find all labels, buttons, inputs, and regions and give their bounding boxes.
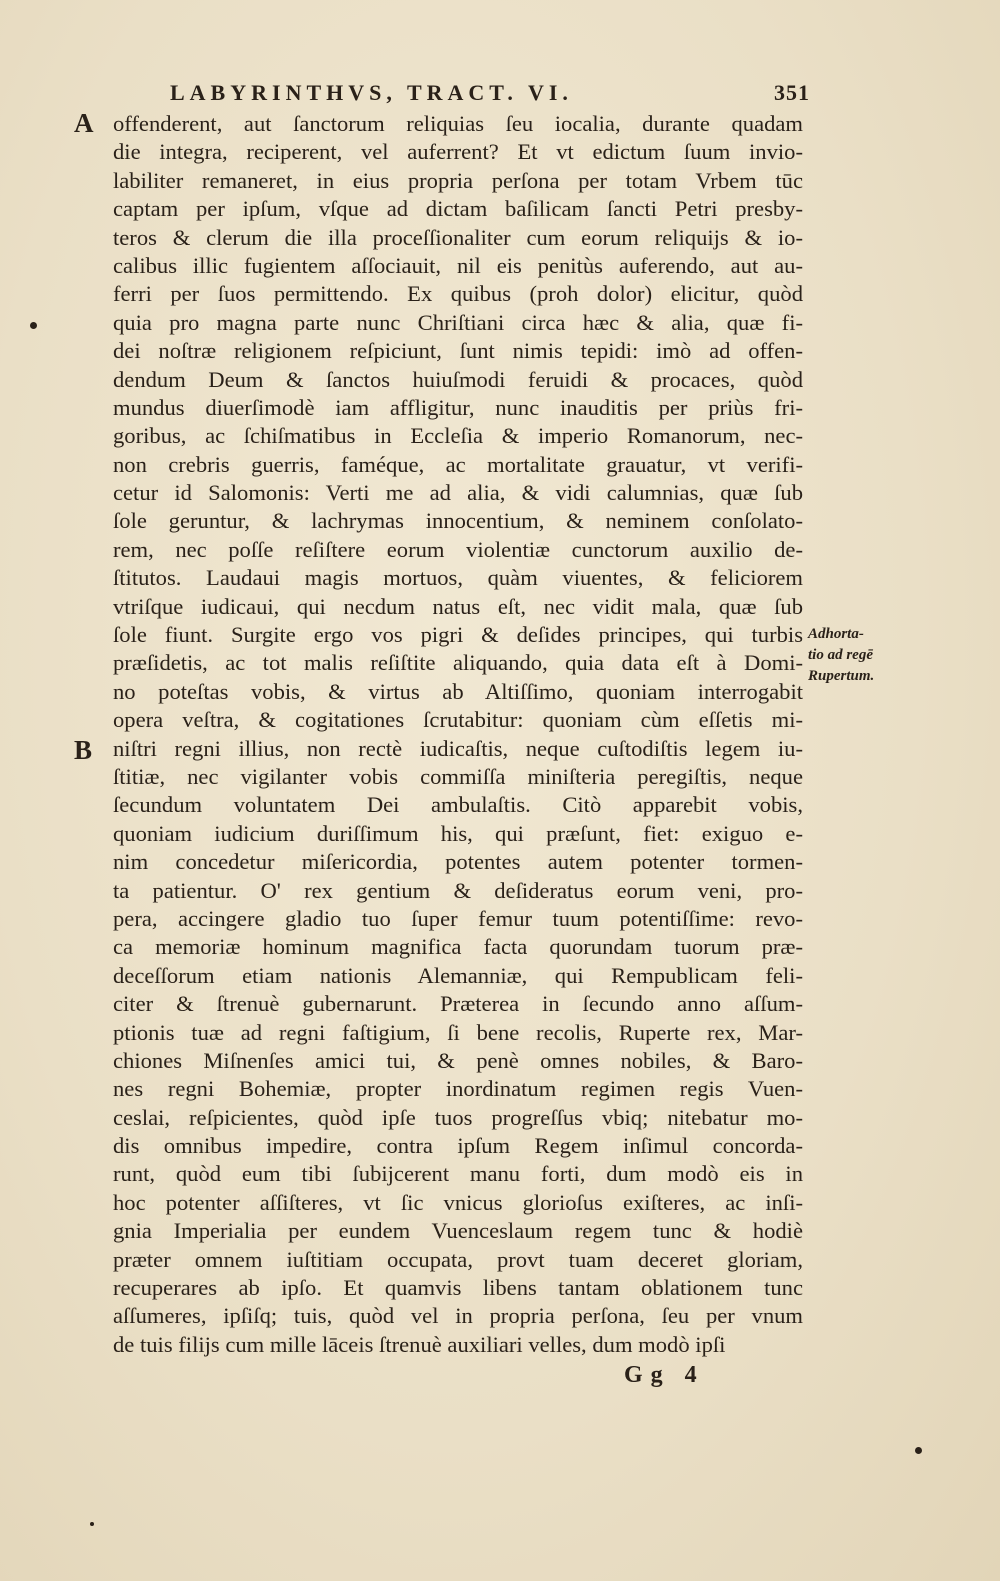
text-line: ſole fiunt. Surgite ergo vos pigri & deſides principes, qui turbis — [113, 622, 803, 648]
text-line: gnia Imperialia per eundem Vuenceslaum regem tunc & hodiè — [113, 1218, 803, 1244]
text-line: nim concedetur miſericordia, potentes autem potenter tormen- — [113, 849, 803, 875]
text-line: recuperares ab ipſo. Et quamvis libens tantam oblationem tunc — [113, 1275, 803, 1301]
text-line: de tuis filijs cum mille lāceis ſtrenuè auxiliari velles, dum modò ipſi — [113, 1331, 726, 1357]
text-line: die integra, reciperent, vel auferrent? Et vt edictum ſuum invio- — [113, 139, 803, 165]
text-line: captam per ipſum, vſque ad dictam baſilicam ſancti Petri presby- — [113, 196, 803, 222]
ink-speck — [90, 1522, 94, 1526]
text-line: ca memoriæ hominum magnifica facta quorundam tuorum præ- — [113, 934, 803, 960]
running-header — [170, 80, 810, 114]
ink-speck — [30, 322, 37, 329]
text-line: mundus diuerſimodè iam affligitur, nunc inauditis per priùs fri- — [113, 394, 803, 420]
text-line: dis omnibus impedire, contra ipſum Regem inſimul concorda- — [113, 1133, 803, 1159]
text-line: labiliter remaneret, in eius propria perſona per totam Vrbem tūc — [113, 167, 803, 193]
text-line: ferri per ſuos permittendo. Ex quibus (proh dolor) elicitur, quòd — [113, 281, 803, 307]
text-line: teros & clerum die illa proceſſionaliter cum eorum reliquijs & io- — [113, 224, 803, 250]
text-line: opera veſtra, & cogitationes ſcrutabitur: quoniam cùm eſſetis mi- — [113, 707, 803, 733]
section-marker-a: A — [74, 108, 94, 138]
text-line: citer & ſtrenuè gubernarunt. Præterea in ſecundo anno aſſum- — [113, 991, 803, 1017]
text-line: ſecundum voluntatem Dei ambulaſtis. Citò apparebit vobis, — [113, 792, 803, 818]
text-line: non crebris guerris, faméque, ac mortalitate grauatur, vt verifi- — [113, 451, 803, 477]
text-line: quia pro magna parte nunc Chriſtiani circa hæc & alia, quæ fi- — [113, 309, 803, 335]
text-line: dei noſtræ religionem reſpiciunt, ſunt nimis tepidi: imò ad offen- — [113, 338, 803, 364]
text-line: vtriſque iudicaui, qui necdum natus eſt, nec vidit mala, quæ ſub — [113, 593, 803, 619]
margin-note-line: tio ad regē — [808, 647, 873, 663]
text-line: rem, nec poſſe reſiſtere eorum violentiæ cunctorum auxilio de- — [113, 536, 803, 562]
text-line: aſſumeres, ipſiſq; tuis, quòd vel in propria perſona, ſeu per vnum — [113, 1303, 803, 1329]
body-text — [113, 110, 803, 1359]
text-line: goribus, ac ſchiſmatibus in Eccleſia & imperio Romanorum, nec- — [113, 423, 803, 449]
margin-note — [808, 624, 908, 687]
text-line: ceslai, reſpicientes, quòd ipſe tuos progreſſus vbiq; nitebatur mo- — [113, 1104, 803, 1130]
text-line: ſtitiæ, nec vigilanter vobis commiſſa miniſteria peregiſtis, neque — [113, 763, 803, 789]
margin-note-line: Rupertum. — [808, 668, 875, 684]
text-line: ptionis tuæ ad regni faſtigium, ſi bene recolis, Ruperte rex, Mar- — [113, 1019, 803, 1045]
section-marker-b: B — [74, 735, 93, 765]
ink-speck — [915, 1447, 922, 1454]
text-line: deceſſorum etiam nationis Alemanniæ, qui Rempublicam feli- — [113, 962, 803, 988]
text-line: ſole geruntur, & lachrymas innocentium, & neminem conſolato- — [113, 508, 803, 534]
text-line: quoniam iudicium duriſſimum his, qui præſunt, fiet: exiguo e- — [113, 820, 803, 846]
text-line: chiones Miſnenſes amici tui, & penè omnes nobiles, & Baro- — [113, 1047, 803, 1073]
text-line: præſidetis, ac tot malis reſiſtite aliquando, quia data eſt à Domi- — [113, 650, 803, 676]
text-line: hoc potenter aſſiſteres, vt ſic vnicus glorioſus exiſteres, ac inſi- — [113, 1189, 803, 1215]
text-line: offenderent, aut ſanctorum reliquias ſeu iocalia, durante quadam — [113, 111, 803, 136]
text-line: cetur id Salomonis: Verti me ad alia, & vidi calumnias, quæ ſub — [113, 480, 803, 506]
page-number: 351 — [774, 80, 810, 105]
text-line: præter omnem iuſtitiam occupata, provt tuam deceret gloriam, — [113, 1246, 803, 1272]
text-line: pera, accingere gladio tuo ſuper femur tuum potentiſſime: revo- — [113, 905, 803, 931]
text-line: nes regni Bohemiæ, propter inordinatum regimen regis Vuen- — [113, 1076, 803, 1102]
text-line: no poteſtas vobis, & virtus ab Altiſſimo, quoniam interrogabit — [113, 678, 803, 704]
margin-note-line: Adhorta- — [808, 626, 864, 642]
text-line: ta patientur. O' rex gentium & deſideratus eorum veni, pro- — [113, 877, 803, 903]
text-line: dendum Deum & ſanctos huiuſmodi feruidi & procaces, quòd — [113, 366, 803, 392]
text-line: niſtri regni illius, non rectè iudicaſtis, neque cuſtodiſtis legem iu- — [113, 735, 803, 761]
running-title: LABYRINTHVS, TRACT. VI. — [170, 80, 573, 105]
text-line: calibus illic fugientem aſſociauit, nil eis penitùs auferendo, aut au- — [113, 252, 803, 278]
text-line: runt, quòd eum tibi ſubijcerent manu forti, dum modò eis in — [113, 1161, 803, 1187]
text-line: ſtitutos. Laudaui magis mortuos, quàm viuentes, & feliciorem — [113, 565, 803, 591]
signature-mark: Gg 4 — [624, 1362, 705, 1388]
